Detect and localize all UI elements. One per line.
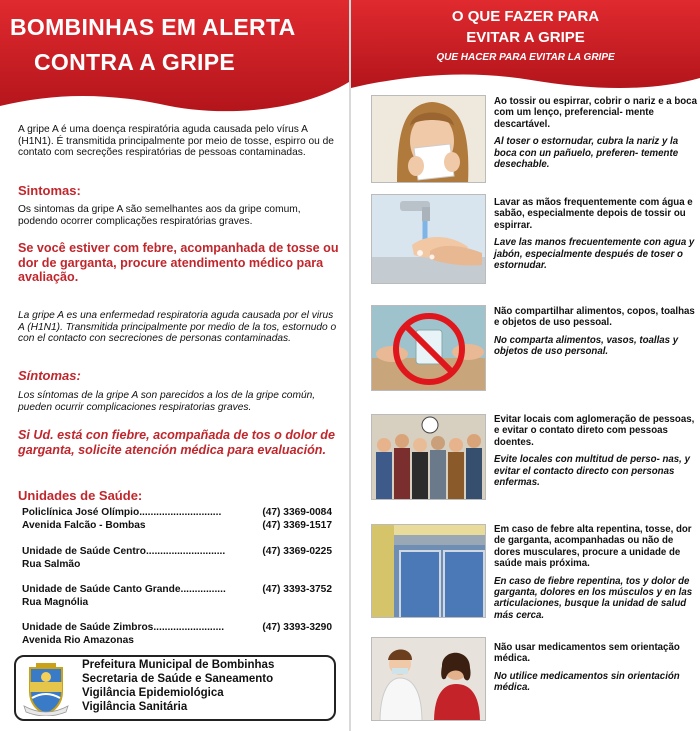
- tip-es: Al toser o estornudar, cubra la nariz y la boca con un pañuelo, preferen- temente desechable.: [494, 136, 679, 171]
- no-sharing-illustration: [371, 305, 486, 391]
- unit-phone: (47) 3393-3290: [262, 622, 332, 633]
- tip-text: [494, 414, 697, 494]
- tip-text: [494, 197, 697, 277]
- right-panel: [351, 0, 700, 731]
- unit-phone-2: (47) 3369-1517: [262, 519, 332, 531]
- right-title-line2: EVITAR A GRIPE: [466, 29, 585, 46]
- unit-address: Avenida Falcão - Bombas: [22, 519, 146, 531]
- tip-pt: Ao tossir ou espirrar, cobrir o nariz e a boca com um lenço, preferencial- mente descartável.: [494, 96, 697, 130]
- health-unit: [22, 622, 332, 647]
- unit-name: Unidade de Saúde Zimbros.........................: [22, 622, 225, 633]
- footer-line: Vigilância Sanitária: [82, 701, 188, 713]
- footer-line: Vigilância Epidemiológica: [82, 687, 224, 699]
- tip-es: En caso de fiebre repentina, tos y dolor de garganta, dolores en los músculos y en las articulaciones, busque la unidad de salud más cerca.: [494, 575, 693, 621]
- unit-phone: (47) 3369-0084: [262, 507, 332, 518]
- right-title-line1: O QUE FAZER PARA: [451, 8, 600, 25]
- footer-line: Prefeitura Municipal de Bombinhas: [82, 659, 275, 671]
- footer-line: Secretaria de Saúde e Saneamento: [82, 673, 274, 685]
- tip-es: Evite locales con multitud de perso- nas, y evitar el contacto directo con personas enfermas.: [494, 454, 690, 489]
- symptoms-pt: Os sintomas da gripe A são semelhantes aos da gripe comum, podendo ocorrer complicações respiratórias graves.: [18, 204, 301, 227]
- warning-es: Si Ud. está con fiebre, acompañada de tos o dolor de garganta, solicite atención médica para evaluación.: [18, 428, 336, 457]
- tip-es: No utilice medicamentos sin orientación médica.: [494, 670, 680, 694]
- unit-address: Avenida Rio Amazonas: [22, 634, 134, 646]
- health-unit: [22, 584, 332, 609]
- unit-name: Unidade de Saúde Centro............................: [22, 546, 226, 557]
- health-unit: [22, 507, 332, 532]
- symptoms-heading-es: Síntomas:: [18, 368, 81, 383]
- sneeze-illustration: [371, 95, 486, 183]
- doctor-illustration: [371, 637, 486, 721]
- symptoms-es: Los síntomas de la gripe A son parecidos a los de la gripe común, pueden ocurrir complicaciones respiratorias graves.: [18, 390, 316, 413]
- tip-text: [494, 96, 697, 176]
- tip-pt: Não compartilhar alimentos, copos, toalhas e objetos de uso pessoal.: [494, 306, 695, 329]
- unit-phone: (47) 3369-0225: [262, 546, 332, 557]
- tip-pt: Em caso de febre alta repentina, tosse, dor de garganta, acompanhadas ou não de dores musculares, procure a unidade de saúde mais próxima.: [494, 524, 692, 570]
- tip-pt: Não usar medicamentos sem orientação médica.: [494, 642, 680, 665]
- right-subtitle: QUE HACER PARA EVITAR LA GRIPE: [436, 52, 615, 63]
- tip-es: No comparta alimentos, vasos, toallas y objetos de uso personal.: [494, 334, 679, 358]
- intro-es: La gripe A es una enfermedad respiratoria aguda causada por el virus A (H1N1). Transmitida principalmente por medio de la tos, estornudo o con el contacto con secreciones de personas contaminadas.: [18, 310, 337, 345]
- crowd-illustration: [371, 414, 486, 500]
- left-panel: [0, 0, 349, 731]
- unit-phone: (47) 3393-3752: [262, 584, 332, 595]
- symptoms-heading-pt: Sintomas:: [18, 183, 81, 198]
- unit-address: Rua Magnólia: [22, 596, 89, 608]
- tip-pt: Evitar locais com aglomeração de pessoas, e evitar o contato direto com pessoas doentes.: [494, 414, 695, 448]
- left-title-line1: BOMBINHAS EM ALERTA: [10, 14, 296, 40]
- unit-address: Rua Salmão: [22, 558, 81, 570]
- units-heading: Unidades de Saúde:: [18, 488, 143, 503]
- warning-pt: Se você estiver com febre, acompanhada de tosse ou dor de garganta, procure atendimento médico para avaliação.: [18, 241, 339, 284]
- tip-text: [494, 524, 697, 627]
- handwashing-illustration: [371, 194, 486, 284]
- unit-name: Policlínica José Olímpio.............................: [22, 507, 222, 518]
- left-title-line2: CONTRA A GRIPE: [34, 49, 235, 75]
- tip-pt: Lavar as mãos frequentemente com água e sabão, especialmente depois de tossir ou espirrar.: [494, 197, 693, 231]
- health-unit: [22, 546, 332, 571]
- tip-text: [494, 642, 697, 700]
- tip-es: Lave las manos frecuentemente con agua y jabón, especialmente después de toser o estornudar.: [494, 237, 695, 272]
- health-unit-door-illustration: [371, 524, 486, 618]
- municipal-crest-icon: [22, 662, 70, 716]
- unit-name: Unidade de Saúde Canto Grande................: [22, 584, 226, 595]
- tip-text: [494, 306, 697, 364]
- footer-box: [14, 655, 336, 721]
- intro-pt: A gripe A é uma doença respiratória aguda causada pelo vírus A (H1N1). É transmitida principalmente por meio de tosse, espirro ou de contato com secreções respiratórias de pessoas contaminadas.: [18, 124, 334, 159]
